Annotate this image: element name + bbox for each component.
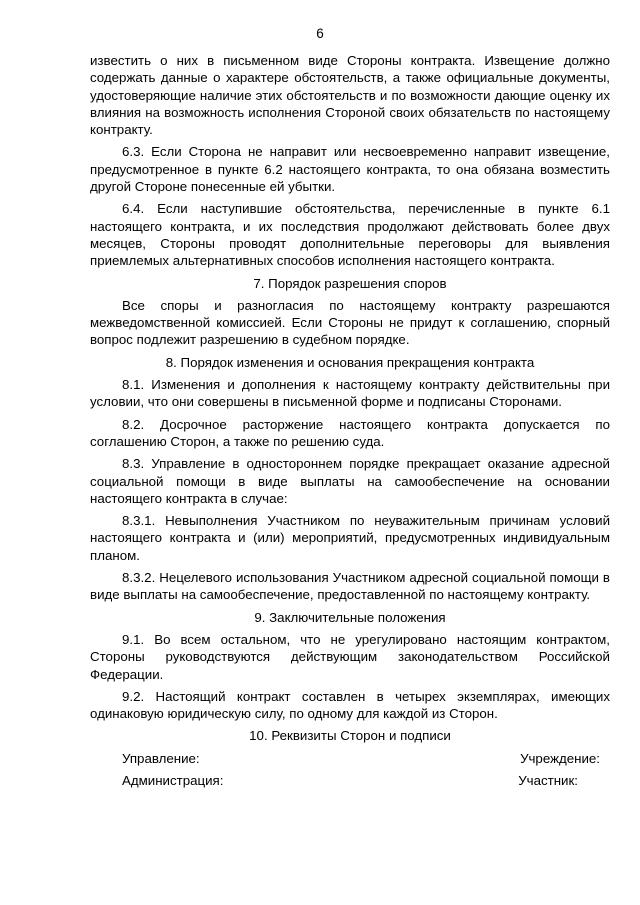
paragraph-6-4: 6.4. Если наступившие обстоятельства, перечисленные в пункте 6.1 настоящего контракта, и их последствия продолжают действовать более двух месяцев, Стороны проводят дополнительные переговоры для выявления приемлемых альтернативных способов исполнения настоящего контракта. bbox=[90, 201, 610, 269]
paragraph-6-2-continuation: известить о них в письменном виде Стороны контракта. Извещение должно содержать данные о характере обстоятельств, а также официальные документы, удостоверяющие наличие этих обстоятельств и по возможности дающие оценку их влияния на возможность исполнения Стороной своих обязательств по настоящему контракту. bbox=[90, 53, 610, 138]
section-heading-9: 9. Заключительные положения bbox=[254, 609, 446, 625]
section-heading-8: 8. Порядок изменения и основания прекращения контракта bbox=[165, 354, 535, 370]
document-body bbox=[90, 52, 610, 794]
signature-row-1 bbox=[90, 750, 610, 767]
paragraph-9-2: 9.2. Настоящий контракт составлен в четырех экземплярах, имеющих одинаковую юридическую силу, по одному для каждой из Сторон. bbox=[90, 688, 610, 722]
paragraph-7: Все споры и разногласия по настоящему контракту разрешаются межведомственной комиссией. Если Стороны не придут к соглашению, спорный вопрос подлежит разрешению в судебном порядке. bbox=[90, 297, 610, 348]
paragraph-6-3: 6.3. Если Сторона не направит или несвоевременно направит извещение, предусмотренное в пункте 6.2 настоящего контракта, то она обязана возместить другой Стороне понесенные ей убытки. bbox=[90, 144, 610, 195]
paragraph-8-2: 8.2. Досрочное расторжение настоящего контракта допускается по соглашению Сторон, а также по решению суда. bbox=[90, 416, 610, 449]
page-number: 6 bbox=[316, 26, 324, 41]
paragraph-8-3: 8.3. Управление в одностороннем порядке прекращает оказание адресной социальной помощи в виде выплаты на самообеспечение на основании настоящего контракта в случае: bbox=[90, 456, 610, 506]
signature-label-uchastnik: Участник: bbox=[518, 772, 578, 788]
signature-label-uchrezhdenie: Учреждение: bbox=[520, 750, 600, 766]
signature-row-2 bbox=[90, 772, 610, 789]
paragraph-9-1: 9.1. Во всем остальном, что не урегулировано настоящим контрактом, Стороны руководствуются действующим законодательством Российской Федерации. bbox=[90, 631, 610, 682]
paragraph-8-1: 8.1. Изменения и дополнения к настоящему контракту действительны при условии, что они совершены в письменной форме и подписаны Сторонами. bbox=[90, 377, 610, 410]
section-heading-10: 10. Реквизиты Сторон и подписи bbox=[249, 728, 451, 744]
signature-label-administraciya: Администрация: bbox=[122, 772, 224, 788]
section-heading-7: 7. Порядок разрешения споров bbox=[253, 275, 447, 291]
paragraph-8-3-1: 8.3.1. Невыполнения Участником по неуважительным причинам условий настоящего контракта и (или) мероприятий, предусмотренных индивидуальным планом. bbox=[90, 513, 610, 563]
signature-label-upravlenie: Управление: bbox=[122, 750, 200, 766]
paragraph-8-3-2: 8.3.2. Нецелевого использования Участником адресной социальной помощи в виде выплаты на самообеспечение, предоставленной по настоящему контракту. bbox=[90, 570, 610, 603]
